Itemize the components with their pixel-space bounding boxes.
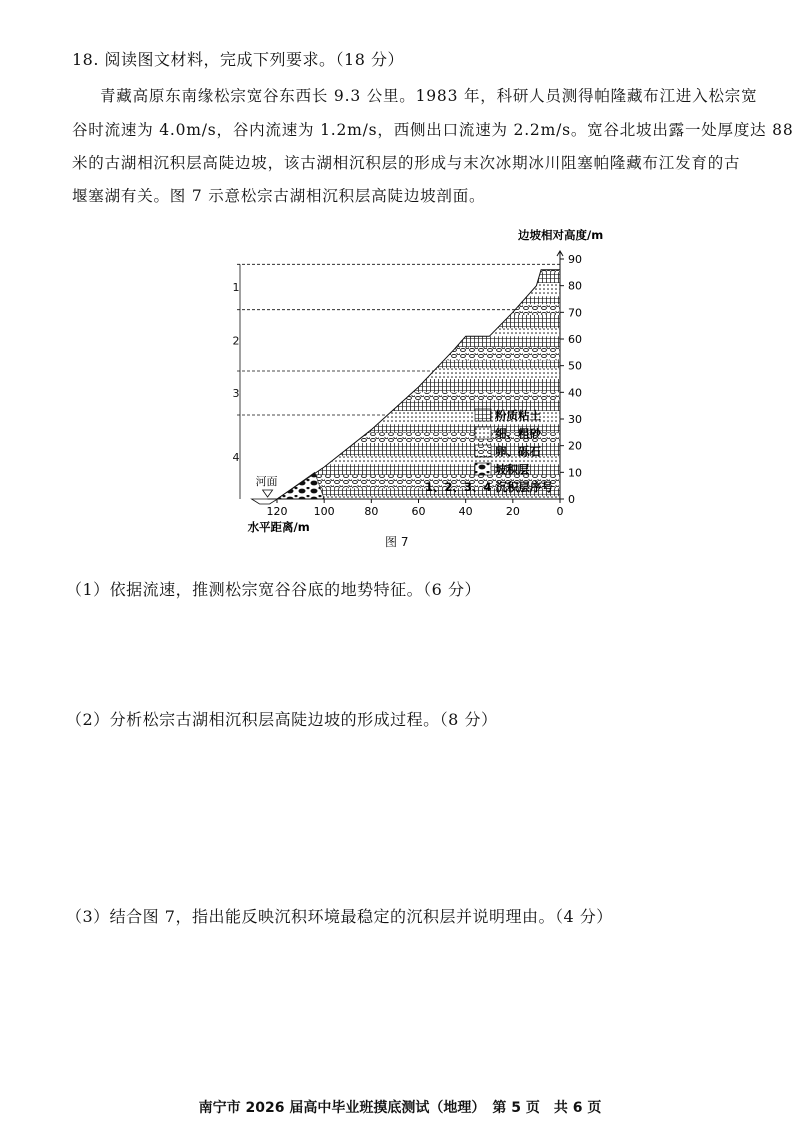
y-tick-label: 0 [568,493,575,506]
deposit-band [265,283,562,296]
x-tick-label: 100 [313,505,335,518]
deposit-band [265,347,562,360]
water-level-icon [263,490,273,497]
layer-number-4: 4 [232,451,240,464]
legend-note: 1、2、3、4 沉积层序号 [425,480,554,494]
material-line-3: 米的古湖相沉积层高陡边坡，该古湖相沉积层的形成与末次冰期冰川阻塞帕隆藏布江发育的古 [72,154,741,172]
y-axis-label: 边坡相对高度/m [518,228,604,242]
question-header: 18. 阅读图文材料，完成下列要求。（18 分） [72,50,404,69]
x-tick-label: 0 [556,505,564,518]
y-tick-label: 80 [568,279,582,293]
layer-number-1: 1 [232,281,240,294]
x-tick-label: 20 [505,505,520,518]
x-tick-label: 40 [458,505,473,518]
figure-7 [190,215,610,559]
legend-swatch-sand [475,427,491,439]
river-water [252,499,278,504]
deposit-band [265,392,562,400]
legend-swatch-colluvium [475,463,491,475]
deposit-band [265,368,562,379]
y-tick-label: 20 [568,439,582,453]
x-tick-label: 120 [266,505,288,518]
deposit-band [265,264,562,272]
legend-label-silty-clay: 粉质粘土 [495,408,541,423]
x-axis-label: 水平距离/m [247,520,310,534]
deposit-band [265,315,562,328]
sub-question-2: （2）分析松宗古湖相沉积层高陡边坡的形成过程。（8 分） [66,710,498,729]
material-line-4: 堰塞湖有关。图 7 示意松宗古湖相沉积层高陡边坡剖面。 [72,187,486,205]
legend-label-sand: 细、粗砂 [495,426,541,441]
y-tick-label: 10 [568,466,582,480]
material-line-2: 谷时流速为 4.0m/s，谷内流速为 1.2m/s，西侧出口流速为 2.2m/s。宽谷北坡出露一处厚度达 88 [72,121,794,139]
legend-swatch-silty-clay [475,409,491,421]
material-line-1: 青藏高原东南缘松宗宽谷东西长 9.3 公里。1983 年，科研人员测得帕隆藏布江进入松宗宽 [100,87,758,105]
x-tick-label: 80 [364,505,379,518]
deposit-band [265,296,562,304]
sub-question-3: （3）结合图 7，指出能反映沉积环境最稳定的沉积层并说明理由。（4 分） [66,907,613,926]
deposit-band [265,272,562,283]
y-tick-label: 60 [568,333,582,346]
legend-label-gravel: 卵、砾石 [495,444,541,459]
deposit-band [265,328,562,336]
layer-number-3: 3 [232,387,240,400]
x-tick-label: 60 [411,505,426,518]
y-tick-label: 90 [568,253,582,266]
deposit-band [265,360,562,368]
y-tick-label: 50 [568,359,582,373]
legend-swatch-gravel [475,445,491,457]
figure-caption: 图 7 [385,535,409,549]
sub-question-1: （1）依据流速，推测松宗宽谷谷底的地势特征。（6 分） [66,580,481,599]
deposit-band [265,379,562,392]
y-tick-label: 70 [568,306,582,320]
river-label: 河面 [255,475,278,488]
legend-label-colluvium: 坡积层 [495,462,530,477]
page-footer: 南宁市 2026 届高中毕业班摸底测试（地理） 第 5 页 共 6 页 [198,1100,602,1116]
y-tick-label: 30 [568,413,582,426]
deposit-band [265,336,562,347]
y-tick-label: 40 [568,386,582,400]
layer-number-2: 2 [232,334,240,348]
slope-profile-chart [190,215,610,555]
